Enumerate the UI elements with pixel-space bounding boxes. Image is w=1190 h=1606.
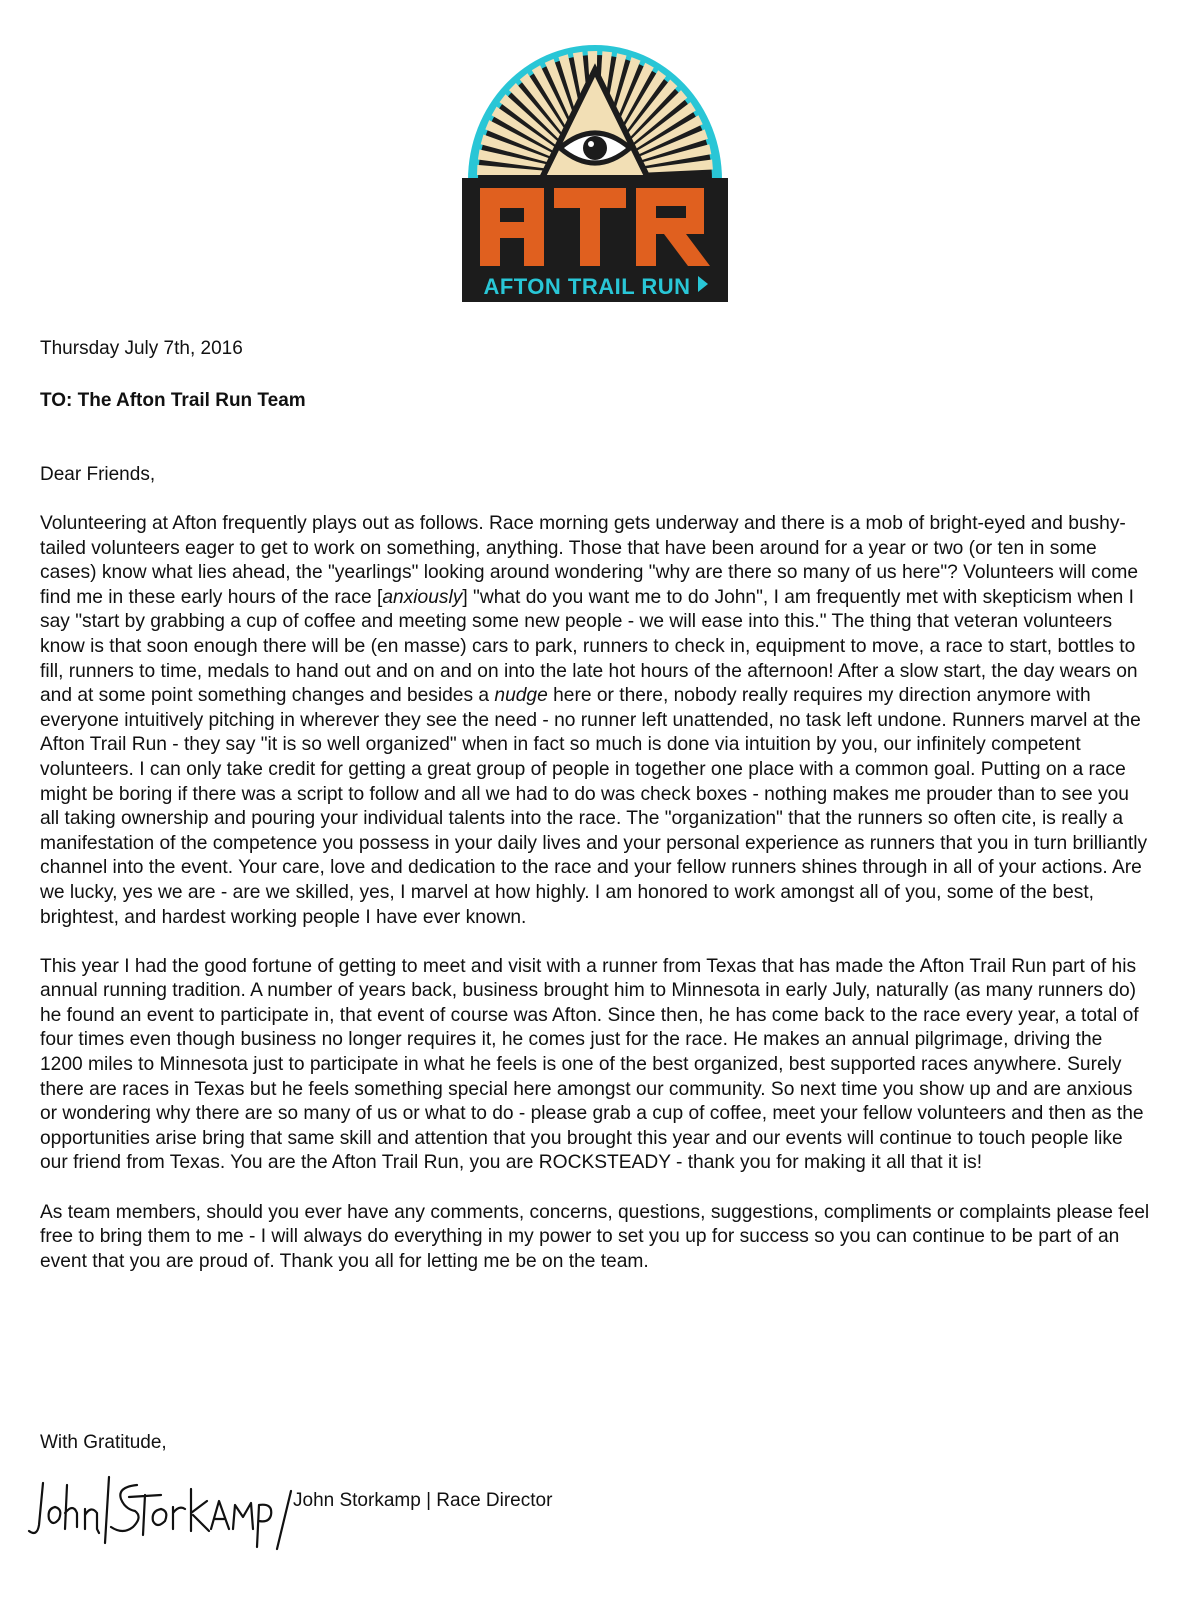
afton-trail-run-logo <box>450 10 740 310</box>
letter-closing: With Gratitude, <box>40 1432 167 1453</box>
paragraph-1-part-a: Volunteering at Afton frequently plays out as follows. Race morning gets underway and there is a mob of bright-eyed and bushy-tailed volunteers eager to get to work on something, anything. Those that have been around for a year or two (or ten in some cases) know what lies ahead, the "yearlings" looking around wondering "why are there so many of us here"? Volunteers will come find me in these early hours of the race [ <box>40 513 1139 608</box>
paragraph-1 <box>40 512 1150 930</box>
letter-date: Thursday July 7th, 2016 <box>40 338 243 359</box>
logo-subtitle: AFTON TRAIL RUN <box>483 274 691 299</box>
emphasis-nudge: nudge <box>494 685 548 707</box>
paragraph-3: As team members, should you ever have any comments, concerns, questions, suggestions, compliments or complaints please feel free to bring them to me - I will always do everything in my power to set you up for success so you can continue to be part of an event that you are proud of. Thank you all for letting me be on the team. <box>40 1201 1150 1272</box>
paragraph-1-part-b: ] "what do you want me to do John", I am frequently met with skepticism when I say "start by grabbing a cup of coffee and meeting some new people - we will ease into this." The thing that veteran volunteers know is that soon enough there will be (en masse) cars to park, runners to check in, equipment to move, a race to start, bottles to fill, runners to time, medals to hand out and on and on into the late hot hours of the afternoon! After a slow start, the day wears on and at some point something changes and besides a <box>40 586 1138 707</box>
letter-greeting: Dear Friends, <box>40 464 156 485</box>
paragraph-2: This year I had the good fortune of getting to meet and visit with a runner from Texas that has made the Afton Trail Run part of his annual running tradition. A number of years back, business brought him to Minnesota in early July, naturally (as many runners do) he found an event to participate in, that event of course was Afton. Since then, he has come back to the race every year, a total of four times even though business no longer requires it, he comes just for the race. He makes an annual pilgrimage, driving the 1200 miles to Minnesota just to participate in what he feels is one of the best organized, best supported races anywhere. Surely there are races in Texas but he feels something special here amongst our community. So next time you show up and are anxious or wondering why there are so many of us or what to do - please grab a cup of coffee, meet your fellow volunteers and then as the opportunities arise bring that same skill and attention that you brought this year and our events will continue to touch people like our friend from Texas. You are the Afton Trail Run, you are ROCKSTEADY - thank you for making it all that it is! <box>40 955 1144 1174</box>
signature-name-title: John Storkamp | Race Director <box>293 1490 553 1511</box>
handwritten-signature <box>25 1455 295 1565</box>
emphasis-anxiously: anxiously <box>382 586 463 608</box>
paragraph-1-part-c: here or there, nobody really requires my direction anymore with everyone intuitively pitching in wherever they see the need - no runner left unattended, no task left undone. Runners marvel at the Afton Trail Run - they say "it is so well organized" when in fact so much is done via intuition by you, our infinitely competent volunteers. I can only take credit for getting a great group of people in together one place with a common goal. Putting on a race might be boring if there was a script to follow and all we had to do was check boxes - nothing makes me prouder than to see you all taking ownership and pouring your individual talents into the race. The "organization" that the runners so often cite, is really a manifestation of the competence you possess in your daily lives and your personal experience as runners that you in turn brilliantly channel into the event. Your care, love and dedication to the race and your fellow runners shines through in all of your actions. Are we lucky, yes we are - are we skilled, yes, I marvel at how highly. I am honored to work amongst all of you, some of the best, brightest, and hardest working people I have ever known. <box>40 685 1148 928</box>
letter-body <box>40 512 1150 1299</box>
atr-wordmark <box>462 178 728 302</box>
letter-recipient: TO: The Afton Trail Run Team <box>40 390 306 411</box>
